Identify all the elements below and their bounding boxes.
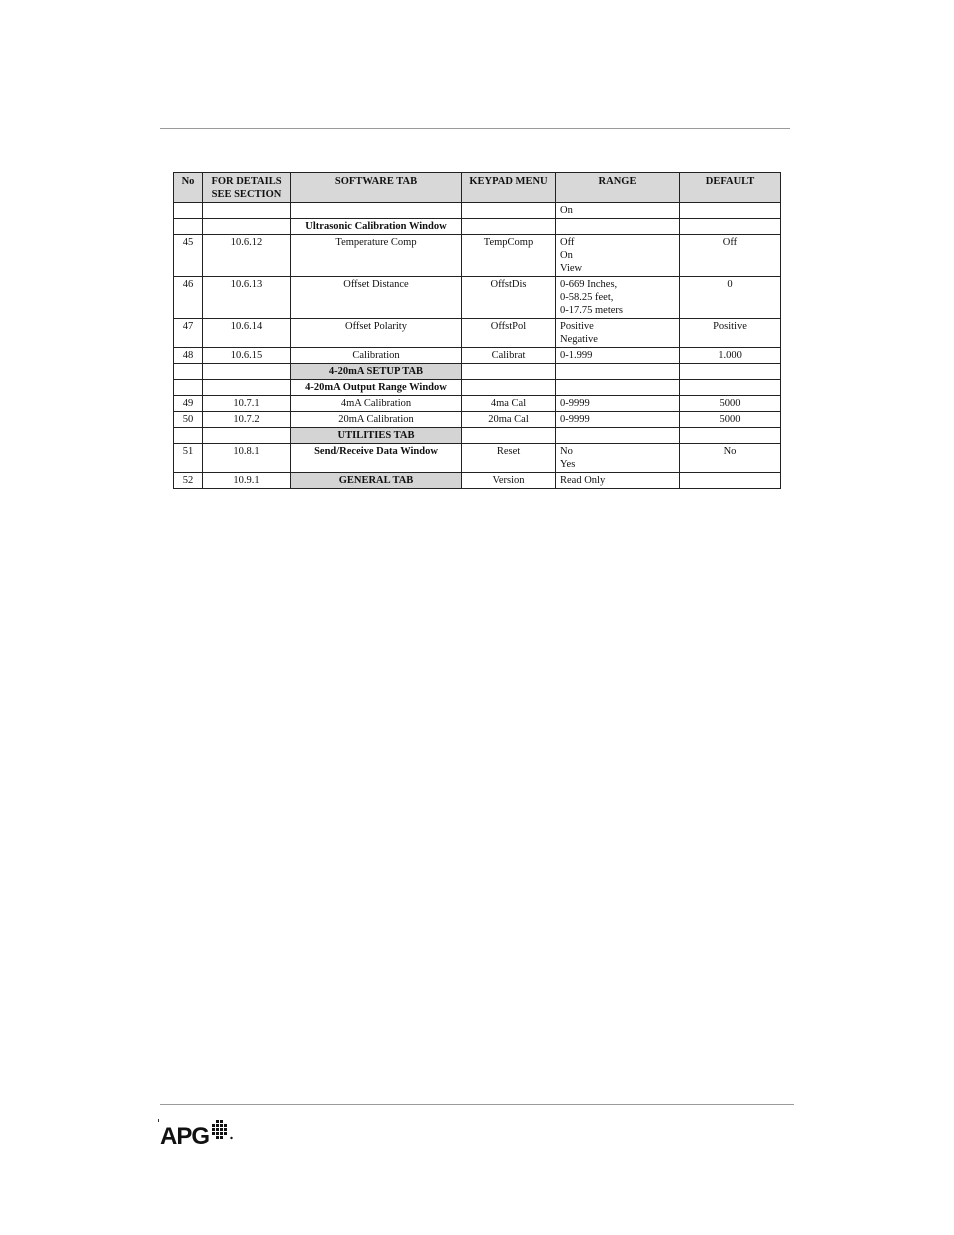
cell-keypad-menu [462, 428, 556, 444]
table-row [174, 348, 781, 364]
cell-default [680, 473, 781, 489]
cell-no [174, 380, 203, 396]
cell-section [203, 219, 291, 235]
cell-default [680, 380, 781, 396]
table-header-row [174, 173, 781, 203]
cell-range [556, 473, 680, 489]
header-default: DEFAULT [680, 173, 781, 203]
cell-no: 45 [174, 235, 203, 277]
cell-section [203, 380, 291, 396]
cell-range [556, 235, 680, 277]
table-row [174, 428, 781, 444]
cell-section: 10.9.1 [203, 473, 291, 489]
parameter-table [173, 172, 781, 489]
table-body [174, 203, 781, 489]
cell-software-tab: UTILITIES TAB [291, 428, 462, 444]
range-option: 0-1.999 [560, 350, 593, 361]
cell-default [680, 428, 781, 444]
header-rule [160, 128, 790, 129]
cell-section: 10.6.15 [203, 348, 291, 364]
cell-software-tab: 4-20mA Output Range Window [291, 380, 462, 396]
cell-section: 10.6.14 [203, 319, 291, 348]
cell-software-tab: Offset Polarity [291, 319, 462, 348]
cell-keypad-menu: OffstDis [462, 277, 556, 319]
table-row [174, 203, 781, 219]
cell-section: 10.7.2 [203, 412, 291, 428]
cell-section: 10.8.1 [203, 444, 291, 473]
apg-grid-mark-icon [210, 1120, 234, 1147]
cell-keypad-menu [462, 364, 556, 380]
cell-software-tab [291, 203, 462, 219]
logo-text: APG [160, 1123, 210, 1150]
range-option: Positive [560, 321, 594, 332]
range-option: 0-9999 [560, 414, 590, 425]
cell-keypad-menu: TempComp [462, 235, 556, 277]
range-option: On [560, 250, 573, 261]
cell-software-tab: 4-20mA SETUP TAB [291, 364, 462, 380]
range-option: 0-17.75 meters [560, 305, 623, 316]
cell-range [556, 364, 680, 380]
header-software-tab: SOFTWARE TAB [291, 173, 462, 203]
header-range: RANGE [556, 173, 680, 203]
table-row [174, 412, 781, 428]
cell-software-tab: Send/Receive Data Window [291, 444, 462, 473]
cell-no: 48 [174, 348, 203, 364]
header-no: No [174, 173, 203, 203]
cell-range [556, 428, 680, 444]
company-logo [160, 1120, 234, 1149]
cell-no [174, 428, 203, 444]
cell-default [680, 203, 781, 219]
table-row [174, 319, 781, 348]
range-option: Read Only [560, 475, 606, 486]
cell-range [556, 444, 680, 473]
range-option: Negative [560, 334, 598, 345]
header-keypad-menu: KEYPAD MENU [462, 173, 556, 203]
cell-keypad-menu: 20ma Cal [462, 412, 556, 428]
table-row [174, 444, 781, 473]
cell-no: 46 [174, 277, 203, 319]
range-option: No [560, 446, 573, 457]
cell-keypad-menu [462, 219, 556, 235]
cell-default: 0 [680, 277, 781, 319]
cell-default: Positive [680, 319, 781, 348]
range-option: Yes [560, 459, 576, 470]
table-row [174, 364, 781, 380]
cell-no [174, 364, 203, 380]
cell-section [203, 428, 291, 444]
table-row [174, 219, 781, 235]
cell-default: Off [680, 235, 781, 277]
footer-tick-mark [158, 1119, 159, 1122]
cell-section: 10.6.13 [203, 277, 291, 319]
cell-keypad-menu: OffstPol [462, 319, 556, 348]
cell-range [556, 396, 680, 412]
cell-keypad-menu [462, 203, 556, 219]
cell-range [556, 319, 680, 348]
cell-keypad-menu: Calibrat [462, 348, 556, 364]
cell-software-tab: Offset Distance [291, 277, 462, 319]
cell-keypad-menu: 4ma Cal [462, 396, 556, 412]
cell-no: 51 [174, 444, 203, 473]
footer-rule [160, 1104, 794, 1105]
cell-section [203, 364, 291, 380]
cell-software-tab: 4mA Calibration [291, 396, 462, 412]
cell-section: 10.6.12 [203, 235, 291, 277]
cell-range [556, 348, 680, 364]
cell-default: 1.000 [680, 348, 781, 364]
cell-range [556, 203, 680, 219]
table-row [174, 396, 781, 412]
cell-no [174, 203, 203, 219]
table-row [174, 380, 781, 396]
cell-software-tab: 20mA Calibration [291, 412, 462, 428]
cell-no: 47 [174, 319, 203, 348]
range-option: 0-58.25 feet, [560, 292, 614, 303]
range-option: View [560, 263, 583, 274]
cell-default [680, 364, 781, 380]
cell-no: 52 [174, 473, 203, 489]
cell-keypad-menu [462, 380, 556, 396]
cell-default: 5000 [680, 396, 781, 412]
range-option: 0-669 Inches, [560, 279, 618, 290]
cell-software-tab: Temperature Comp [291, 235, 462, 277]
cell-keypad-menu: Reset [462, 444, 556, 473]
cell-section: 10.7.1 [203, 396, 291, 412]
cell-software-tab: GENERAL TAB [291, 473, 462, 489]
cell-no: 49 [174, 396, 203, 412]
cell-range [556, 380, 680, 396]
cell-no: 50 [174, 412, 203, 428]
table-row [174, 277, 781, 319]
cell-software-tab: Ultrasonic Calibration Window [291, 219, 462, 235]
range-option: On [560, 205, 573, 216]
range-option: 0-9999 [560, 398, 590, 409]
cell-default: No [680, 444, 781, 473]
cell-default: 5000 [680, 412, 781, 428]
cell-range [556, 219, 680, 235]
cell-no [174, 219, 203, 235]
table-row [174, 473, 781, 489]
cell-default [680, 219, 781, 235]
cell-range [556, 277, 680, 319]
cell-range [556, 412, 680, 428]
cell-keypad-menu: Version [462, 473, 556, 489]
header-section: FOR DETAILS SEE SECTION [203, 173, 291, 203]
table-row [174, 235, 781, 277]
cell-section [203, 203, 291, 219]
range-option: Off [560, 237, 575, 248]
cell-software-tab: Calibration [291, 348, 462, 364]
